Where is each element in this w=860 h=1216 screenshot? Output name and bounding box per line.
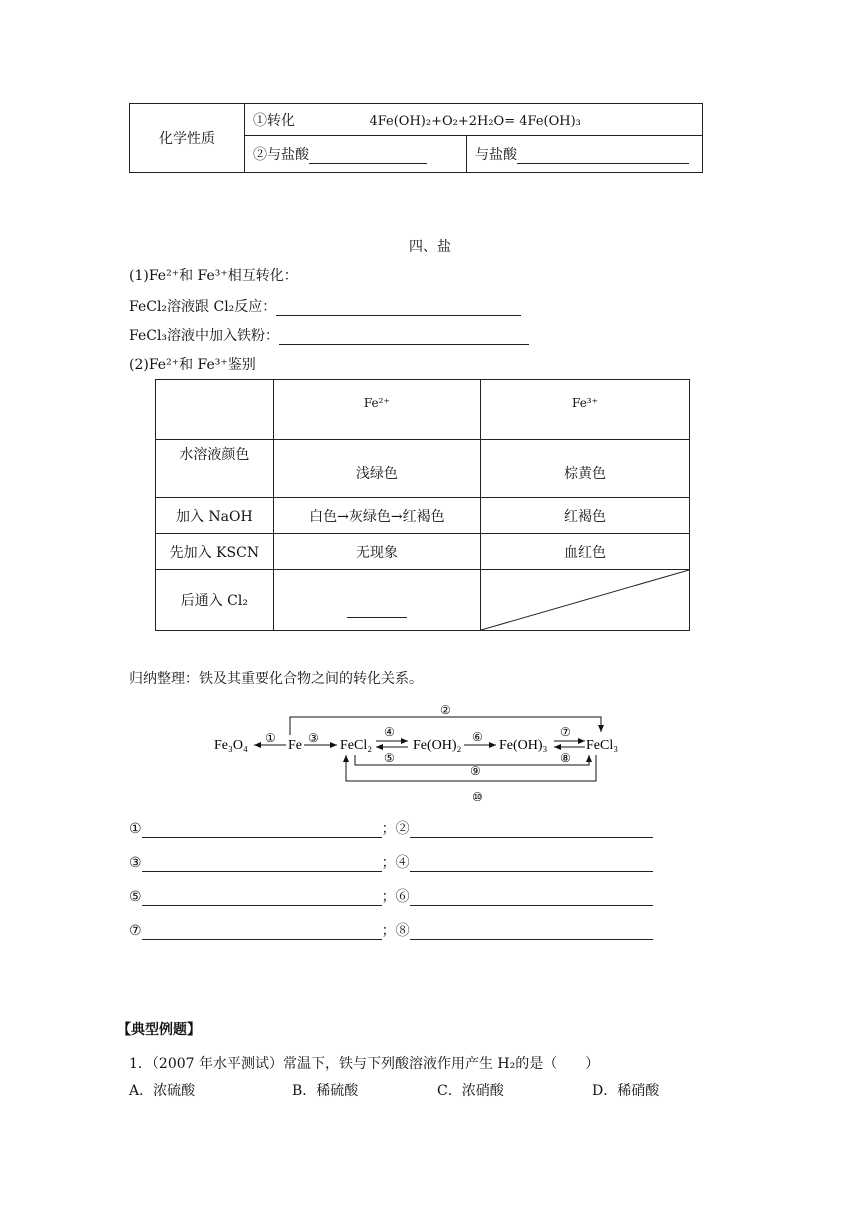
hcl-left-label: ②与盐酸	[253, 147, 309, 163]
option-b[interactable]: B．稀硫酸	[292, 1083, 359, 1099]
mark-7: ⑦	[560, 725, 571, 739]
cell-fe2: 浅绿色	[273, 440, 480, 498]
answer-mark: ⑦	[129, 923, 142, 939]
mark-10: ⑩	[472, 790, 483, 804]
conversion-label: ①转化	[253, 112, 295, 129]
mark-1: ①	[265, 731, 276, 745]
separator: ；	[381, 923, 396, 939]
answer-blank[interactable]	[279, 330, 529, 345]
answer-mark: ①	[129, 821, 142, 837]
question-1b	[129, 325, 529, 345]
answer-blank[interactable]	[142, 823, 382, 838]
cell-fe3: 血红色	[481, 534, 690, 570]
cell-fe2: 白色→灰绿色→红褐色	[273, 498, 480, 534]
corner-cell	[156, 380, 274, 440]
answer-blank[interactable]	[517, 149, 689, 164]
answer-blank[interactable]	[142, 891, 382, 906]
answer-mark: ⑥	[395, 889, 410, 905]
option-d[interactable]: D．稀硝酸	[592, 1083, 660, 1099]
cell-fe3-crossed	[481, 570, 690, 631]
node-feoh3: Fe(OH)₃	[499, 738, 548, 753]
answer-mark: ③	[129, 855, 142, 871]
node-fecl2: FeCl₂	[340, 738, 373, 753]
answer-mark: ②	[395, 821, 410, 837]
separator: ；	[381, 821, 396, 837]
mark-9: ⑨	[470, 764, 481, 778]
mark-4: ④	[384, 725, 395, 739]
header-fe2: Fe²⁺	[273, 380, 480, 440]
option-a[interactable]: A．浓硫酸	[129, 1083, 196, 1099]
summary-title: 归纳整理：铁及其重要化合物之间的转化关系。	[129, 671, 423, 687]
example-question-1: 1．（2007 年水平测试）常温下，铁与下列酸溶液作用产生 H₂的是（ ）	[129, 1056, 600, 1072]
conversion-equation: 4Fe(OH)₂+O₂+2H₂O= 4Fe(OH)₃	[369, 113, 581, 129]
mark-3: ③	[308, 731, 319, 745]
cell-fe3: 棕黄色	[481, 440, 690, 498]
cell-fe3: 红褐色	[481, 498, 690, 534]
question-1a	[129, 296, 521, 316]
answer-blank[interactable]	[410, 857, 653, 872]
hcl-right-cell	[467, 136, 703, 173]
node-fe3o4: Fe₃O₄	[214, 738, 248, 753]
answer-row	[129, 818, 653, 838]
answer-blank[interactable]	[410, 891, 653, 906]
answer-blank[interactable]	[410, 823, 653, 838]
answer-blank[interactable]	[142, 925, 382, 940]
row-label: 加入 NaOH	[156, 498, 274, 534]
node-fe: Fe	[288, 738, 302, 753]
cell-fe2-blank	[273, 570, 480, 631]
answer-mark: ⑧	[395, 923, 410, 939]
answer-blank[interactable]	[142, 857, 382, 872]
separator: ；	[381, 855, 396, 871]
answer-mark: ④	[395, 855, 410, 871]
separator: ；	[381, 889, 396, 905]
mark-8: ⑧	[560, 751, 571, 765]
question-2: (2)Fe²⁺和 Fe³⁺鉴别	[129, 357, 256, 373]
row-label: 先加入 KSCN	[156, 534, 274, 570]
answer-row	[129, 920, 653, 940]
identification-table	[155, 379, 690, 631]
answer-blank[interactable]	[276, 301, 521, 316]
answer-row	[129, 886, 653, 906]
diagonal-line	[481, 570, 689, 630]
mark-6: ⑥	[472, 730, 483, 744]
option-c[interactable]: C．浓硝酸	[437, 1083, 504, 1099]
hcl-right-label: 与盐酸	[475, 147, 517, 163]
answer-row	[129, 852, 653, 872]
section-title: 四、盐	[409, 239, 451, 255]
cell-fe2: 无现象	[273, 534, 480, 570]
examples-heading: 【典型例题】	[117, 1022, 201, 1038]
answer-blank[interactable]	[347, 603, 407, 618]
mark-2: ②	[440, 703, 451, 717]
answer-mark: ⑤	[129, 889, 142, 905]
question-1: (1)Fe²⁺和 Fe³⁺相互转化：	[129, 268, 298, 284]
node-feoh2: Fe(OH)₂	[413, 738, 462, 753]
answer-blank[interactable]	[309, 149, 427, 164]
question-1a-text: FeCl₂溶液跟 Cl₂反应：	[129, 299, 277, 315]
node-fecl3: FeCl₃	[586, 738, 619, 753]
question-1b-text: FeCl₃溶液中加入铁粉：	[129, 328, 280, 344]
chemical-properties-table	[129, 103, 703, 173]
row-label: 水溶液颜色	[156, 440, 274, 498]
conversion-cell	[245, 104, 703, 136]
row-label: 后通入 Cl₂	[156, 570, 274, 631]
header-fe3: Fe³⁺	[481, 380, 690, 440]
conversion-diagram	[200, 695, 640, 810]
hcl-left-cell	[245, 136, 467, 173]
answer-blank[interactable]	[410, 925, 653, 940]
arrow-2	[290, 717, 601, 735]
table-label: 化学性质	[130, 104, 245, 173]
mark-5: ⑤	[384, 751, 395, 765]
